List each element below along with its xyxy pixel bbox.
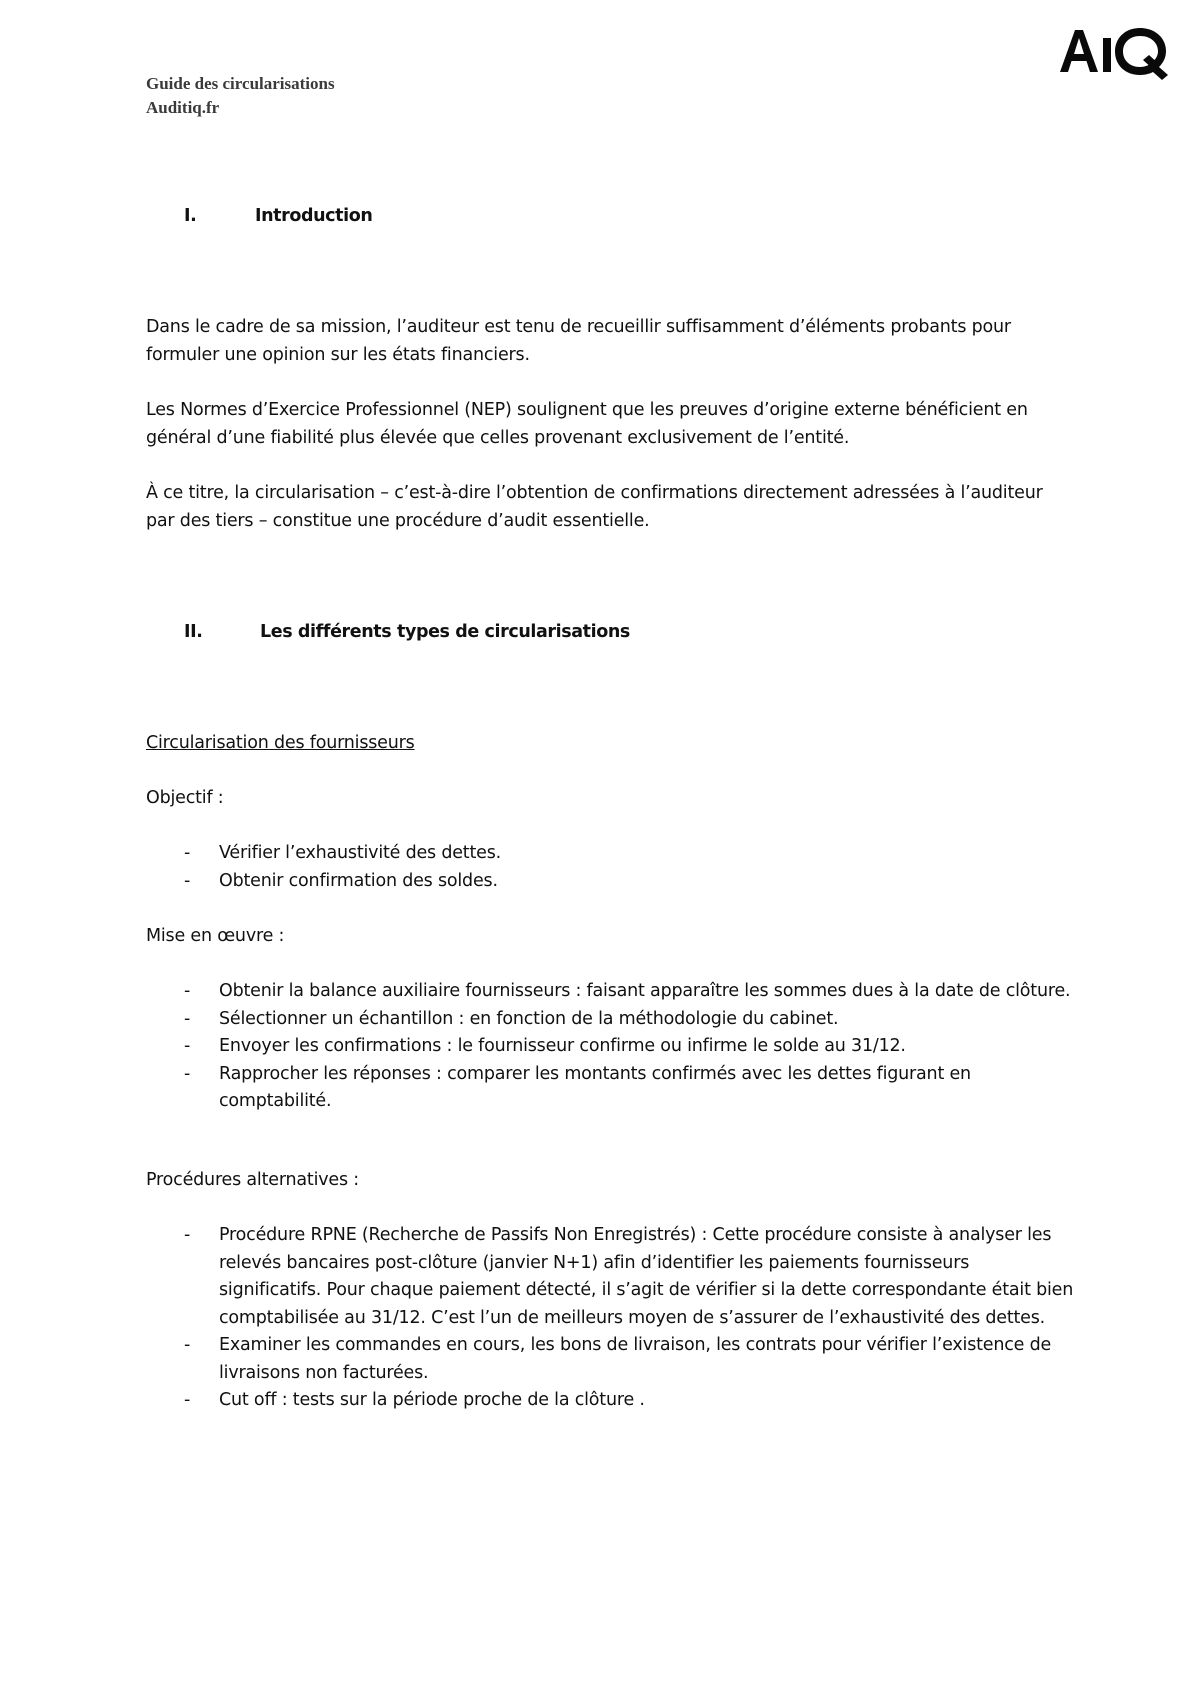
subsection-title: Circularisation des fournisseurs	[146, 733, 415, 753]
mise-en-oeuvre-label: Mise en œuvre :	[146, 926, 285, 946]
list-item: - Obtenir la balance auxiliaire fournisseurs : faisant apparaître les sommes dues à la date de clôture.	[184, 981, 1071, 1001]
list-item: - Sélectionner un échantillon : en fonction de la méthodologie du cabinet.	[184, 1008, 839, 1029]
objectif-label: Objectif :	[146, 788, 224, 808]
document-header	[146, 72, 335, 120]
intro-paragraph-2: Les Normes d’Exercice Professionnel (NEP) soulignent que les preuves d’origine externe bénéficient en général d’une fiabilité plus élevée que celles provenant exclusivement de l’entité.	[146, 400, 1028, 448]
section-title: Les différents types de circularisations	[260, 622, 630, 642]
list-item: - Rapprocher les réponses : comparer les montants confirmés avec les dettes figurant en comptabilité.	[184, 1063, 971, 1111]
header-guide-title: Guide des circularisations	[146, 74, 335, 93]
section-number: I.	[184, 206, 197, 226]
list-item: - Envoyer les confirmations : le fournisseur confirme ou infirme le solde au 31/12.	[184, 1036, 906, 1056]
list-item: - Procédure RPNE (Recherche de Passifs Non Enregistrés) : Cette procédure consiste à analyser les relevés bancaires post-clôture (janvier N+1) afin d’identifier les paiements fournisseurs significatifs. Pour chaque paiement détecté, il s’agit de vérifier si la dette correspondante était bien comptabilisée au 31/12. C’est l’un de meilleurs moyen de s’assurer de l’exhaustivité des dettes.	[184, 1225, 1074, 1328]
list-item: - Vérifier l’exhaustivité des dettes.	[184, 843, 501, 863]
header-website: Auditiq.fr	[146, 98, 220, 117]
procedures-alternatives-label: Procédures alternatives :	[146, 1170, 359, 1190]
intro-paragraph-3: À ce titre, la circularisation – c’est-à-dire l’obtention de confirmations directement adressées à l’auditeur par des tiers – constitue une procédure d’audit essentielle.	[146, 483, 1043, 531]
section-number: II.	[184, 622, 203, 642]
list-item: - Examiner les commandes en cours, les bons de livraison, les contrats pour vérifier l’existence de livraisons non facturées.	[184, 1335, 1052, 1383]
aiq-logo	[1058, 20, 1174, 80]
procedures-alternatives-list	[146, 1222, 1076, 1415]
intro-paragraph-1: Dans le cadre de sa mission, l’auditeur est tenu de recueillir suffisamment d’éléments probants pour formuler une opinion sur les états financiers.	[146, 317, 1011, 365]
objectif-list	[146, 840, 1076, 895]
section-title: Introduction	[255, 206, 373, 226]
aiq-logo-mark	[1058, 20, 1174, 80]
list-item: - Obtenir confirmation des soldes.	[184, 870, 498, 891]
list-item: - Cut off : tests sur la période proche de la clôture .	[184, 1390, 645, 1410]
mise-en-oeuvre-list	[146, 978, 1076, 1116]
